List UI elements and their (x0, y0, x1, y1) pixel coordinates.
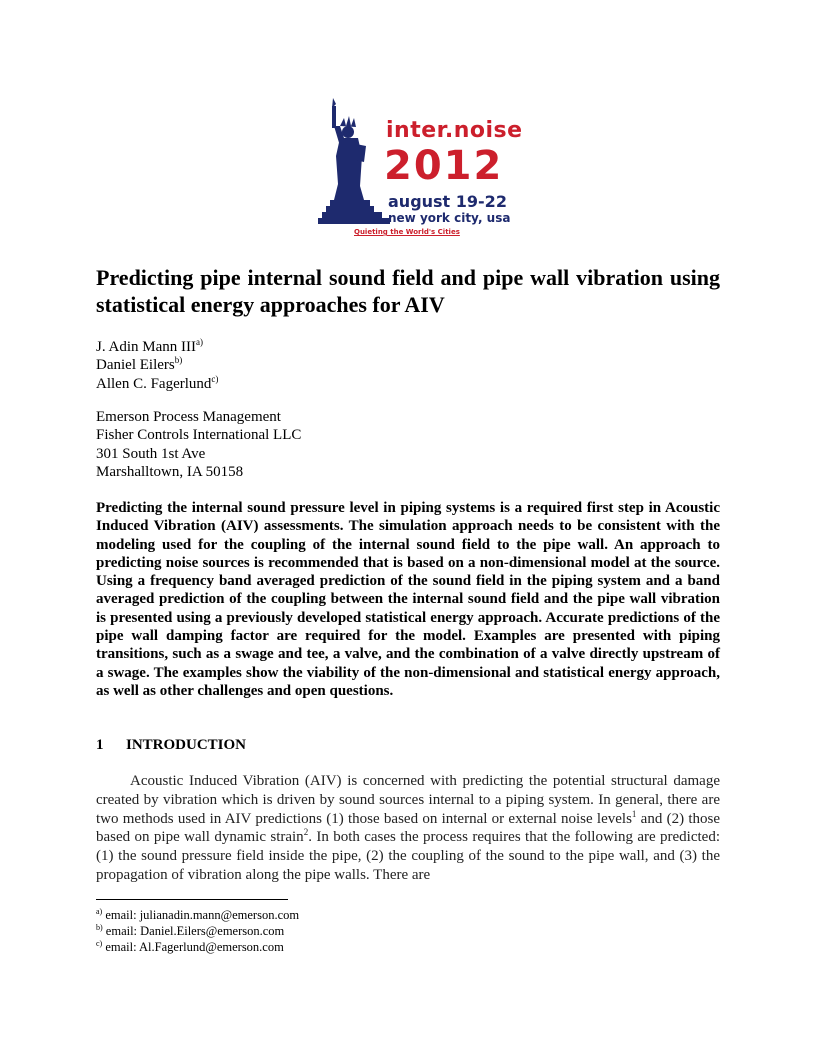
author-name: J. Adin Mann III (96, 339, 196, 355)
footnote-mark: c) (96, 938, 103, 948)
intro-text: Acoustic Induced Vibration (AIV) is concerned with predicting the potential structural damage created by vibration which is driven by sound sources internal to a piping system. In general, there are two methods used in AIV predictions (1) those based on internal or external noise levels (96, 773, 720, 827)
author-list (96, 338, 720, 393)
author-name: Allen C. Fagerlund (96, 375, 212, 392)
footnote (96, 907, 299, 923)
logo-dates: august 19-22 (388, 192, 507, 211)
paper-title: Predicting pipe internal sound field and pipe wall vibration using statistical energy approaches for AIV (96, 265, 720, 317)
author (96, 375, 720, 393)
author-name: Daniel Eilers (96, 357, 175, 374)
citation-ref: 2 (303, 827, 309, 838)
footnote-text: email: julianadin.mann@emerson.com (102, 908, 300, 922)
footnotes (96, 907, 299, 955)
intro-text: . In both cases the process requires that the following are predicted: (1) the sound pressure field inside the pipe, (2) the coupling of the sound to the pipe wall, and (3) the propagation of vibration along the pipe walls. There are (96, 829, 720, 883)
intro-paragraph (96, 772, 720, 885)
author-mark: b) (174, 355, 183, 366)
affiliation (96, 408, 720, 481)
author-mark: c) (211, 373, 219, 384)
footnote (96, 939, 299, 955)
footnote-text: email: Daniel.Eilers@emerson.com (102, 924, 285, 938)
affiliation-line: 301 South 1st Ave (96, 445, 206, 462)
affiliation-line: Marshalltown, IA 50158 (96, 463, 244, 480)
intro-text: and (2) those based on pipe wall dynamic strain (96, 810, 720, 846)
footnote-mark: b) (96, 922, 103, 932)
citation-ref: 1 (631, 808, 637, 819)
abstract: Predicting the internal sound pressure level in piping systems is a required first step in Acoustic Induced Vibration (AIV) assessments. The simulation approach needs to be consistent with the modeling used for the coupling of the internal sound field to the pipe wall. An approach to predicting noise sources is recommended that is based on a non-dimensional model at the source. Using a frequency band averaged prediction of the sound field in the piping system and a band averaged prediction of the coupling between the internal sound field and the pipe wall vibration is presented using a previously developed statistical energy approach. Accurate predictions of the pipe wall damping factor are required for the model. Examples are presented with piping transitions, such as a swage and tee, a valve, and the combination of a valve directly upstream of a swage. The examples show the viability of the non-dimensional and statistical energy approach, as well as other challenges and open questions. (96, 500, 720, 699)
footnote (96, 923, 299, 939)
logo-city: new york city, usa (388, 211, 511, 225)
footnote-rule (96, 899, 288, 900)
affiliation-line: Fisher Controls International LLC (96, 427, 302, 444)
conference-logo (318, 96, 523, 242)
author-mark: a) (196, 337, 203, 347)
section-heading (96, 737, 246, 754)
footnote-mark: a) (96, 906, 103, 916)
logo-year: 2012 (384, 143, 504, 189)
footnote-text: email: Al.Fagerlund@emerson.com (102, 940, 284, 954)
section-title: INTRODUCTION (126, 737, 247, 753)
logo-name: inter.noise (386, 118, 523, 143)
logo-tagline: Quieting the World's Cities (354, 228, 460, 236)
affiliation-line: Emerson Process Management (96, 409, 281, 425)
author (96, 338, 720, 356)
author (96, 356, 720, 374)
section-number: 1 (96, 737, 104, 753)
